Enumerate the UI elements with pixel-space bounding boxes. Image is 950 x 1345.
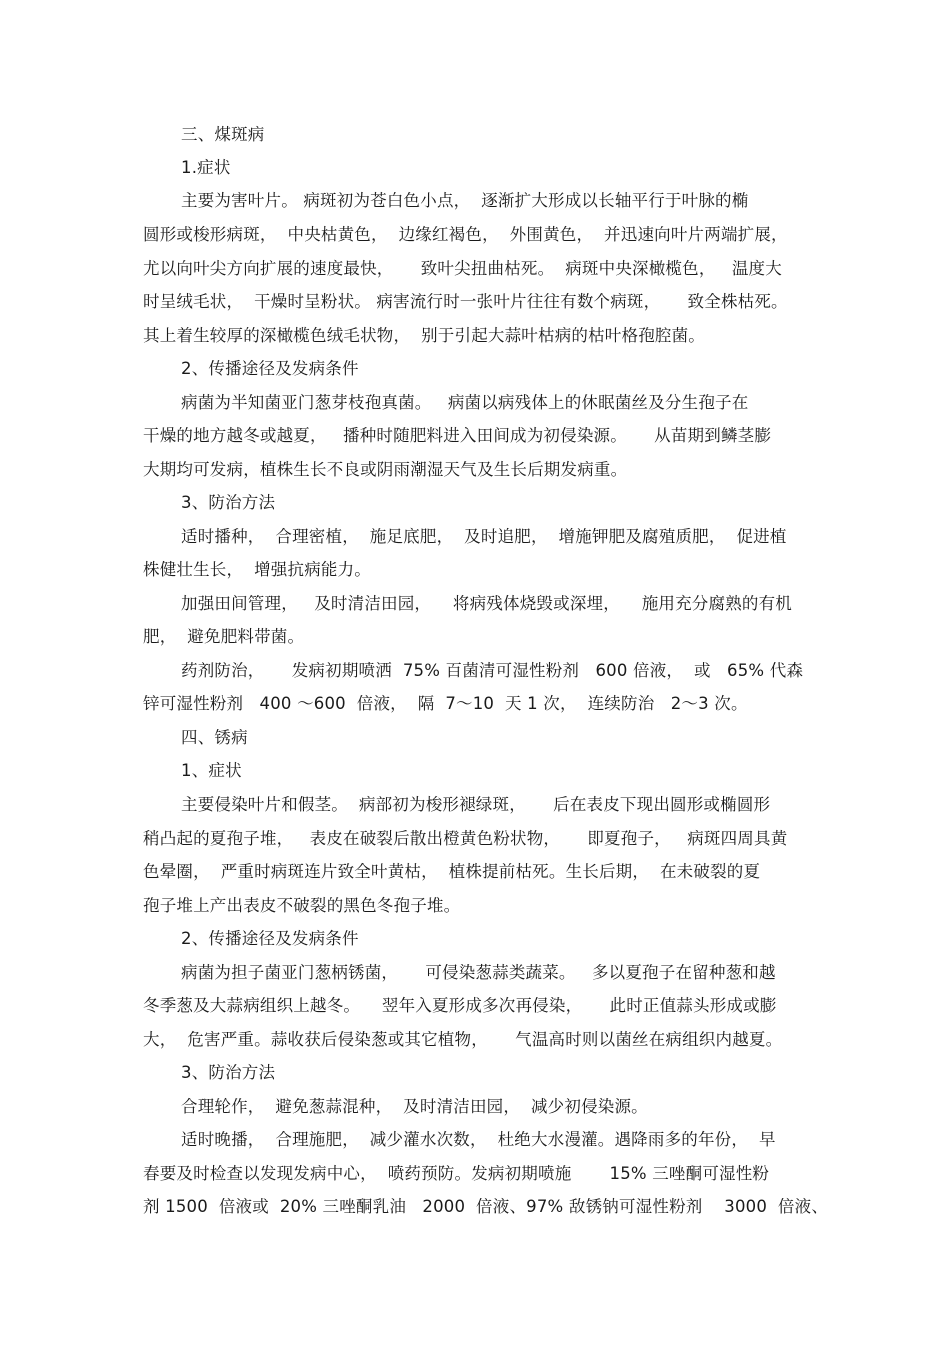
section-heading-rust: 四、锈病 (181, 728, 248, 747)
paragraph-line: 稍凸起的夏孢子堆， 表皮在破裂后散出橙黄色粉状物， 即夏孢子， 病斑四周具黄 (143, 829, 788, 848)
paragraph-line: 剂 1500 倍液或 20% 三唑酮乳油 2000 倍液、97% 敌锈钠可湿性粉剂 3000 倍液、 (143, 1197, 829, 1216)
paragraph-line: 春要及时检查以发现发病中心， 喷药预防。发病初期喷施 15% 三唑酮可湿性粉 (143, 1164, 770, 1183)
subheading-transmission: 2、传播途径及发病条件 (181, 359, 359, 378)
paragraph-line: 时呈绒毛状， 干燥时呈粉状。 病害流行时一张叶片往往有数个病斑， 致全株枯死。 (143, 292, 788, 311)
paragraph-line: 大， 危害严重。蒜收获后侵染葱或其它植物， 气温高时则以菌丝在病组织内越夏。 (143, 1030, 783, 1049)
subheading-transmission: 2、传播途径及发病条件 (181, 929, 359, 948)
paragraph-line: 合理轮作， 避免葱蒜混种， 及时清洁田园， 减少初侵染源。 (181, 1097, 648, 1116)
paragraph-line: 主要为害叶片。 病斑初为苍白色小点， 逐渐扩大形成以长轴平行于叶脉的椭 (181, 191, 749, 210)
paragraph-line: 冬季葱及大蒜病组织上越冬。 翌年入夏形成多次再侵染， 此时正值蒜头形成或膨 (143, 996, 777, 1015)
paragraph-line: 株健壮生长， 增强抗病能力。 (143, 560, 371, 579)
paragraph-line: 病菌为半知菌亚门葱芽枝孢真菌。 病菌以病残体上的休眠菌丝及分生孢子在 (181, 393, 749, 412)
paragraph-line: 药剂防治， 发病初期喷洒 75% 百菌清可湿性粉剂 600 倍液， 或 65% 代森 (181, 661, 804, 680)
paragraph-line: 主要侵染叶片和假茎。 病部初为梭形褪绿斑， 后在表皮下现出圆形或椭圆形 (181, 795, 771, 814)
paragraph-line: 尤以向叶尖方向扩展的速度最快， 致叶尖扭曲枯死。 病斑中央深橄榄色， 温度大 (143, 259, 782, 278)
paragraph-line: 孢子堆上产出表皮不破裂的黑色冬孢子堆。 (143, 896, 461, 915)
subheading-symptoms: 1.症状 (181, 158, 231, 177)
paragraph-line: 适时晚播， 合理施肥， 减少灌水次数， 杜绝大水漫灌。遇降雨多的年份， 早 (181, 1130, 776, 1149)
paragraph-line: 肥， 避免肥料带菌。 (143, 627, 305, 646)
paragraph-line: 干燥的地方越冬或越夏， 播种时随肥料进入田间成为初侵染源。 从苗期到鳞茎膨 (143, 426, 772, 445)
paragraph-line: 锌可湿性粉剂 400 ～600 倍液， 隔 7～10 天 1 次， 连续防治 2～3 次。 (143, 694, 748, 713)
paragraph-line: 大期均可发病，植株生长不良或阴雨潮湿天气及生长后期发病重。 (143, 460, 628, 479)
subheading-control: 3、防治方法 (181, 493, 276, 512)
paragraph-line: 病菌为担子菌亚门葱柄锈菌， 可侵染葱蒜类蔬菜。 多以夏孢子在留种葱和越 (181, 963, 776, 982)
paragraph-line: 其上着生较厚的深橄榄色绒毛状物， 别于引起大蒜叶枯病的枯叶格孢腔菌。 (143, 326, 705, 345)
paragraph-line: 圆形或梭形病斑， 中央枯黄色， 边缘红褐色， 外围黄色， 并迅速向叶片两端扩展， (143, 225, 788, 244)
subheading-symptoms: 1、症状 (181, 761, 242, 780)
paragraph-line: 色晕圈， 严重时病斑连片致全叶黄枯， 植株提前枯死。生长后期， 在未破裂的夏 (143, 862, 761, 881)
paragraph-line: 加强田间管理， 及时清洁田园， 将病残体烧毁或深埋， 施用充分腐熟的有机 (181, 594, 792, 613)
subheading-control: 3、防治方法 (181, 1063, 276, 1082)
section-heading-coal-spot: 三、煤斑病 (181, 125, 265, 144)
paragraph-line: 适时播种， 合理密植， 施足底肥， 及时追肥， 增施钾肥及腐殖质肥， 促进植 (181, 527, 787, 546)
